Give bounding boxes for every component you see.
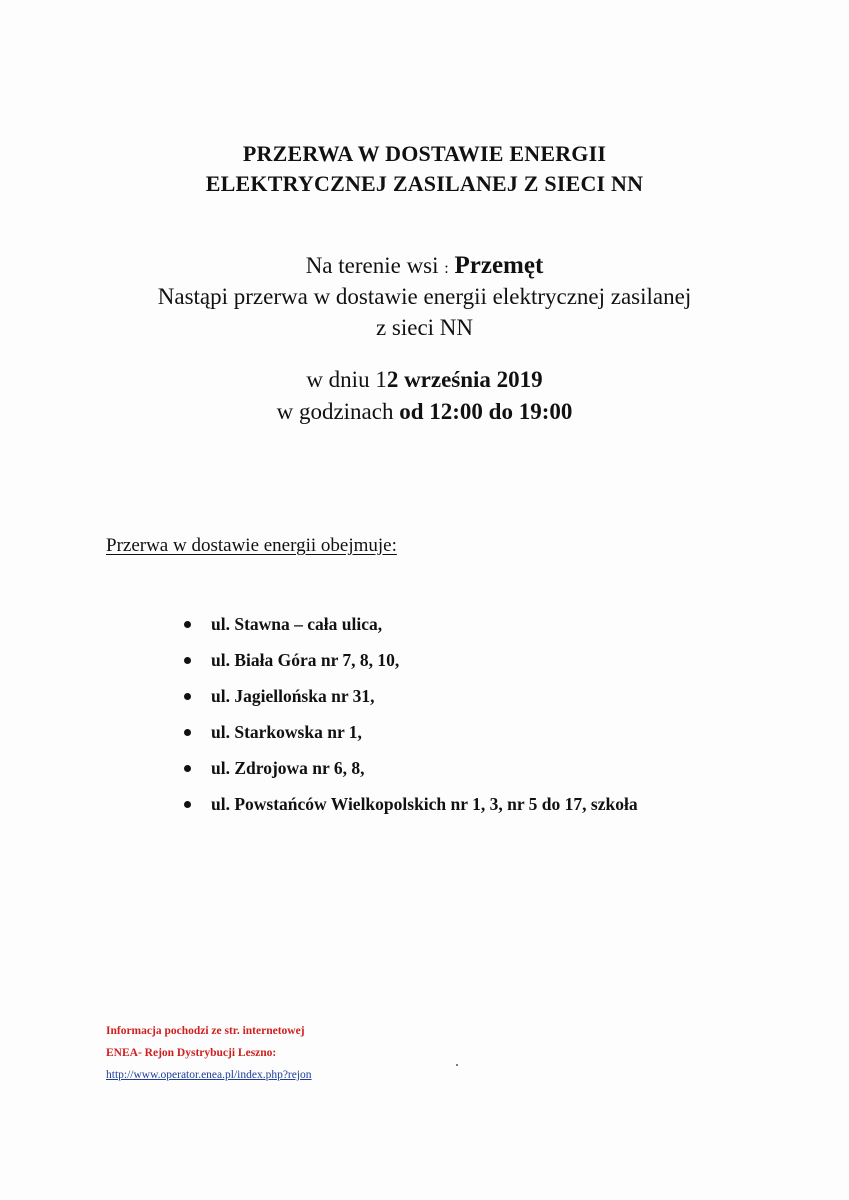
location-line: [0, 250, 849, 285]
bullet-icon: [184, 729, 191, 736]
list-item: [184, 750, 638, 786]
list-item: [184, 606, 638, 642]
bullet-icon: [184, 765, 191, 772]
source-note-line-1: Informacja pochodzi ze str. internetowej: [106, 1025, 305, 1037]
document-title-line-2: ELEKTRYCZNEJ ZASILANEJ Z SIECI NN: [205, 171, 644, 196]
affected-streets-list: [184, 606, 638, 822]
list-item: [184, 642, 638, 678]
scan-speck: [456, 1064, 458, 1066]
bullet-icon: [184, 801, 191, 808]
notice-line-2: z sieci NN: [375, 315, 474, 340]
bullet-icon: [184, 621, 191, 628]
notice-line-1: Nastąpi przerwa w dostawie energii elektrycznej zasilanej: [157, 284, 692, 309]
outage-date-prefix: w dniu 1: [306, 367, 387, 392]
location-colon: :: [444, 260, 449, 277]
outage-hours-value: od 12:00 do 19:00: [399, 399, 573, 424]
location-label: Na terenie wsi: [305, 253, 439, 278]
document-title-line-1: PRZERWA W DOSTAWIE ENERGII: [242, 141, 607, 166]
street-text: ul. Starkowska nr 1,: [211, 721, 362, 742]
street-text: ul. Powstańców Wielkopolskich nr 1, 3, nr 5 do 17, szkoła: [211, 793, 638, 814]
street-text: ul. Jagiellońska nr 31,: [211, 685, 375, 706]
source-note-line-2: ENEA- Rejon Dystrybucji Leszno:: [106, 1047, 277, 1059]
affected-area-heading: Przerwa w dostawie energii obejmuje:: [106, 535, 397, 556]
location-name: Przemęt: [454, 252, 544, 279]
bullet-icon: [184, 657, 191, 664]
list-item: [184, 714, 638, 750]
street-text: ul. Stawna – cała ulica,: [211, 613, 383, 634]
source-note: [106, 1020, 312, 1086]
outage-hours-prefix: w godzinach: [276, 399, 394, 424]
outage-date: [0, 364, 849, 396]
street-text: ul. Biała Góra nr 7, 8, 10,: [211, 649, 400, 670]
outage-date-value: 2 września 2019: [386, 367, 543, 392]
source-link[interactable]: http://www.operator.enea.pl/index.php?rejon: [106, 1069, 312, 1081]
bullet-icon: [184, 693, 191, 700]
list-item: [184, 678, 638, 714]
street-text: ul. Zdrojowa nr 6, 8,: [211, 757, 365, 778]
list-item: [184, 786, 638, 822]
outage-hours: [0, 396, 849, 428]
